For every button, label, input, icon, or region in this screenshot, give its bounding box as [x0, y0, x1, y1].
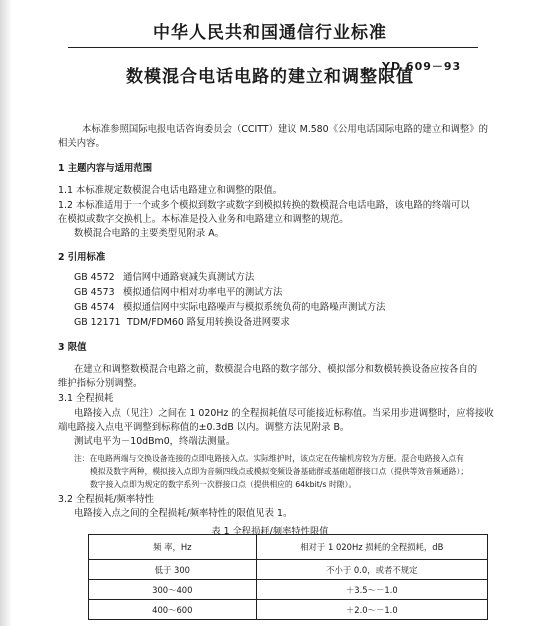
reference-title: 模拟通信网中相对功率电平的测试方法 [123, 287, 283, 298]
document-title: 数模混合电话电路的建立和调整限值 [126, 67, 414, 87]
section-3-heading: 3 限值 [58, 342, 87, 353]
reference-title: 通信网中通路衰减失真测试方法 [123, 272, 255, 283]
table-row [89, 600, 488, 620]
table-cell: 低于 300 [89, 560, 257, 580]
table-cell: 不小于 0.0，或者不规定 [256, 560, 487, 580]
section-3-intro-line-2: 维护指标分别调整。 [58, 378, 143, 389]
organization-header: 中华人民共和国通信行业标准 [153, 23, 387, 43]
clause-3-1-line-1: 电路接入点（见注）之间在 1 020Hz 的全程损耗值尽可能接近标称值。当采用步进调整时，应将接收 [74, 408, 494, 419]
note-line-3: 数字接入点即为规定的数字系列一次群接口点（提供相应的 64kbit/s 时隙）。 [90, 480, 357, 489]
clause-3-1-heading: 3.1 全程损耗 [58, 393, 114, 404]
table-cell: ＋2.0～－1.0 [256, 600, 487, 620]
table-cell: 400～600 [89, 600, 257, 620]
table-1 [88, 534, 488, 620]
clause-1-1: 1.1 本标准规定数模混合电话电路建立和调整的限值。 [58, 185, 283, 196]
clause-1-2-line-1: 1.2 本标准适用于一个或多个模拟到数字或数字到模拟转换的数模混合电话电路，该电路的终端可以 [58, 200, 470, 211]
table-cell: 300～400 [89, 580, 257, 600]
clause-3-1-line-3: 测试电平为－10dBm0，终端法测量。 [74, 436, 236, 447]
table-row [89, 560, 488, 580]
table-header-row [89, 535, 488, 560]
clause-1-2-line-3: 数模混合电路的主要类型见附录 A。 [74, 228, 225, 239]
reference-code: GB 12171 [74, 317, 121, 328]
table-row [89, 580, 488, 600]
clause-3-2-heading: 3.2 全程损耗/频率特性 [58, 494, 155, 505]
note-line-1: 注：在电路两端与交换设备连接的点即电路接入点。实际维护时，该点定在传输机房较为方便。混合电路接入点有 [74, 454, 464, 463]
table-cell: ＋3.5～－1.0 [256, 580, 487, 600]
clause-3-1-line-2: 端电路接入点电平调整到标称值的±0.3dB 以内。调整方法见附录 B。 [58, 422, 350, 433]
clause-3-2-line-1: 电路接入点之间的全程损耗/频率特性的限值见表 1。 [74, 508, 293, 519]
reference-code: GB 4574 [74, 302, 115, 313]
reference-code: GB 4573 [74, 287, 115, 298]
column-header-loss: 相对于 1 020Hz 损耗的全程损耗，dB [256, 535, 487, 560]
section-3-intro-line-1: 在建立和调整数模混合电路之前，数模混合电路的数字部分、模拟部分和数模转换设备应按各自的 [74, 364, 478, 375]
intro-line-1: 本标准参照国际电报电话咨询委员会（CCITT）建议 M.580《公用电话国际电路的建立和调整》的 [82, 124, 488, 135]
reference-title: TDM/FDM60 路复用转换设备进网要求 [127, 317, 290, 328]
intro-line-2: 相关内容。 [58, 138, 105, 149]
reference-code: GB 4572 [74, 272, 115, 283]
note-line-2: 模拟及数字两种，模拟接入点即为音频四线点或模拟变频设备基础群或基础超群接口点（提供等效音频通路）； [90, 467, 469, 476]
clause-1-2-line-2: 在模拟或数字交换机上。本标准是投入业务和电路建立和调整的规范。 [58, 214, 349, 225]
reference-title: 模拟通信网中实际电路噪声与模拟系统负荷的电路噪声测试方法 [123, 302, 386, 313]
column-header-frequency: 频 率，Hz [89, 535, 257, 560]
standard-code: YD 609－93 [382, 60, 462, 73]
section-1-heading: 1 主题内容与适用范围 [58, 163, 153, 174]
header-rule [68, 47, 478, 48]
table-1-caption: 表 1 全程损耗/频率特性限值 [211, 526, 329, 537]
section-2-heading: 2 引用标准 [58, 252, 106, 263]
